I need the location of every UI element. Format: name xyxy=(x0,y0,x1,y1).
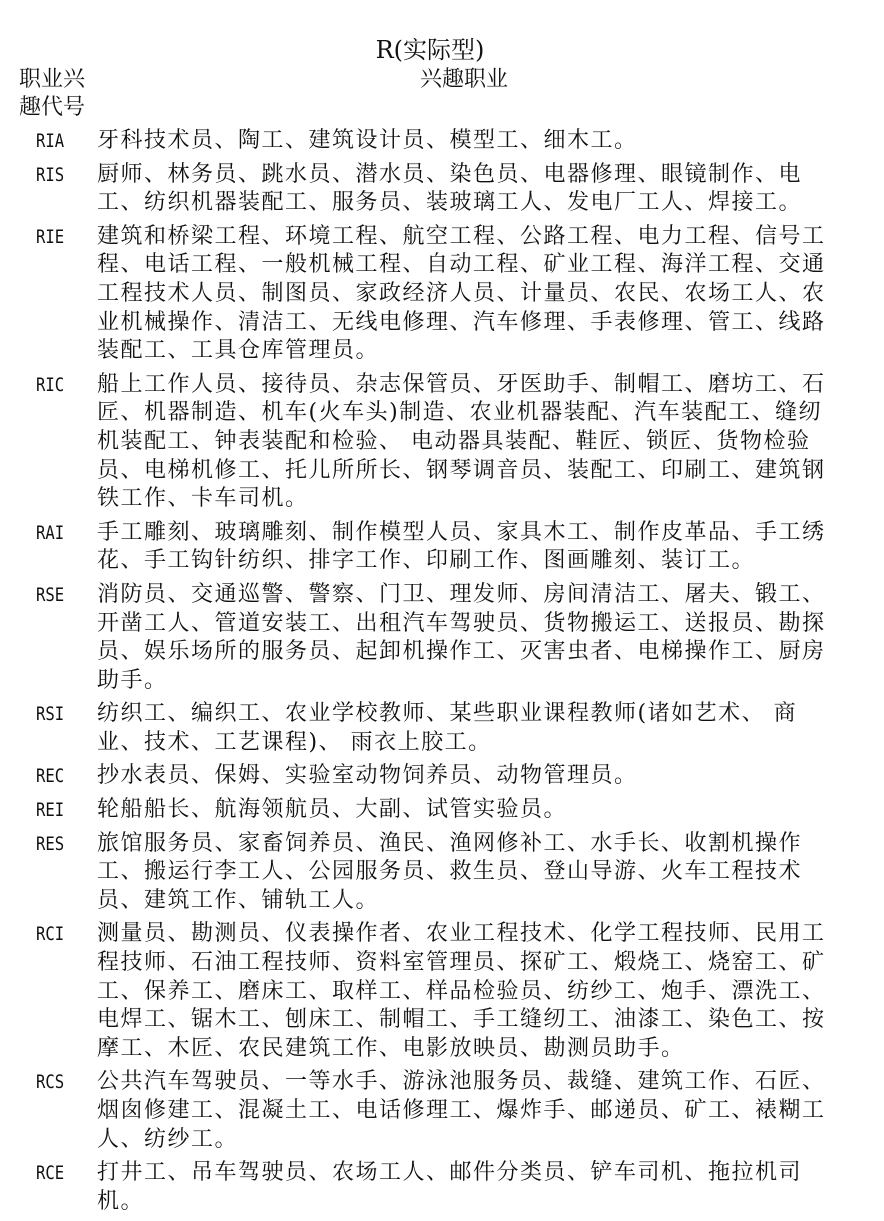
occupation-table xyxy=(0,127,884,1221)
table-row-rai xyxy=(0,519,884,576)
occupation-list xyxy=(97,581,857,695)
table-row-rce xyxy=(0,1159,884,1216)
interest-code: RIS xyxy=(36,163,65,186)
occupation-list xyxy=(97,161,857,218)
text-line: 工、搬运行李工人、公园服务员、救生员、登山导游、火车工程技术 xyxy=(97,859,803,885)
text-line: 工、保养工、磨床工、取样工、样品检验员、纺纱工、炮手、漂洗工、 xyxy=(97,978,826,1004)
table-row-res xyxy=(0,830,884,916)
interest-code: RCI xyxy=(36,923,65,946)
text-line: 打井工、吊车驾驶员、农场工人、邮件分类员、铲车司机、拖拉机司 xyxy=(97,1160,803,1186)
table-row-ris xyxy=(0,161,884,218)
interest-code: RIA xyxy=(36,130,65,152)
text-line: 消防员、交通巡警、警察、门卫、理发师、房间清洁工、屠夫、锻工、 xyxy=(97,581,826,607)
occupation-list xyxy=(97,830,857,916)
table-row-ric xyxy=(0,371,884,514)
interest-code: REC xyxy=(36,765,65,788)
occupation-list xyxy=(97,223,857,366)
text-line: 工程技术人员、制图员、家政经济人员、计量员、农民、农场工人、农 xyxy=(97,280,826,306)
occupation-list xyxy=(97,762,857,791)
interest-code: RIE xyxy=(36,225,65,248)
occupation-list xyxy=(97,796,857,825)
text-line: 员、娱乐场所的服务员、起卸机操作工、灭害虫者、电梯操作工、厨房 xyxy=(97,639,826,665)
text-line: 匠、机器制造、机车(火车头)制造、农业机器装配、汽车装配工、缝纫 xyxy=(97,400,823,426)
table-row-rec xyxy=(0,762,884,791)
occupation-list xyxy=(97,371,857,514)
table-row-ria xyxy=(0,127,884,156)
interest-code: RCE xyxy=(36,1162,65,1185)
interest-code: RAI xyxy=(36,521,65,544)
column-header-occupations: 兴趣职业 xyxy=(420,67,509,92)
table-row-rse xyxy=(0,581,884,695)
occupation-list xyxy=(97,920,857,1063)
text-line: 纺织工、编织工、农业学校教师、某些职业课程教师(诸如艺术、 商 xyxy=(97,701,798,727)
text-line: 业、技术、工艺课程)、 雨衣上胶工。 xyxy=(97,729,492,755)
column-header-interest-code-line-2: 趣代号 xyxy=(19,95,86,120)
text-line: 程技师、石油工程技师、资料室管理员、探矿工、煅烧工、烧窑工、矿 xyxy=(97,950,826,976)
interest-code: REI xyxy=(36,799,65,822)
text-line: 摩工、木匠、农民建筑工作、电影放映员、勘测员助手。 xyxy=(97,1035,685,1061)
text-line: 机装配工、钟表装配和检验、 电动器具装配、鞋匠、锁匠、货物检验 xyxy=(97,428,811,454)
text-line: 花、手工钩针纺织、排字工作、印刷工作、图画雕刻、装订工。 xyxy=(97,548,756,574)
occupation-list xyxy=(97,700,857,757)
table-row-rei xyxy=(0,796,884,825)
table-row-rci xyxy=(0,920,884,1063)
text-line: 铁工作、卡车司机。 xyxy=(97,486,309,512)
text-line: 助手。 xyxy=(97,667,168,693)
table-row-rsi xyxy=(0,700,884,757)
text-line: 船上工作人员、接待员、杂志保管员、牙医助手、制帽工、磨坊工、石 xyxy=(97,371,826,397)
text-line: 公共汽车驾驶员、一等水手、游泳池服务员、裁缝、建筑工作、石匠、 xyxy=(97,1069,826,1095)
text-line: 电焊工、锯木工、刨床工、制帽工、手工缝纫工、油漆工、染色工、按 xyxy=(97,1007,826,1033)
text-line: 厨师、林务员、跳水员、潜水员、染色员、电器修理、眼镜制作、电 xyxy=(97,161,803,187)
text-line: 机。 xyxy=(97,1188,145,1214)
interest-code: RES xyxy=(36,832,65,855)
document-title: R(实际型) xyxy=(375,36,485,64)
text-line: 人、纺纱工。 xyxy=(97,1126,239,1152)
interest-code: RSI xyxy=(36,703,65,726)
table-row-rcs xyxy=(0,1068,884,1154)
text-line: 牙科技术员、陶工、建筑设计员、模型工、细木工。 xyxy=(97,128,638,153)
text-line: 旅馆服务员、家畜饲养员、渔民、渔网修补工、水手长、收割机操作 xyxy=(97,830,803,856)
text-line: 烟囱修建工、混凝土工、电话修理工、爆炸手、邮递员、矿工、裱糊工 xyxy=(97,1098,826,1123)
text-line: 装配工、工具仓库管理员。 xyxy=(97,338,380,364)
occupation-list xyxy=(97,127,857,156)
occupation-list xyxy=(97,519,857,576)
text-line: 抄水表员、保姆、实验室动物饲养员、动物管理员。 xyxy=(97,763,638,789)
text-line: 测量员、勘测员、仪表操作者、农业工程技术、化学工程技师、民用工 xyxy=(97,921,826,947)
text-line: 轮船船长、航海领航员、大副、试管实验员。 xyxy=(97,797,568,823)
text-line: 员、电梯机修工、托儿所所长、钢琴调音员、装配工、印刷工、建筑钢 xyxy=(97,457,826,483)
interest-code: RIC xyxy=(36,373,65,396)
column-header-interest-code xyxy=(19,66,99,122)
text-line: 程、电话工程、一般机械工程、自动工程、矿业工程、海洋工程、交通 xyxy=(97,252,826,278)
text-line: 员、建筑工作、铺轨工人。 xyxy=(97,887,380,913)
text-line: 业机械操作、清洁工、无线电修理、汽车修理、手表修理、管工、线路 xyxy=(97,309,826,335)
text-line: 手工雕刻、玻璃雕刻、制作模型人员、家具木工、制作皮革品、手工绣 xyxy=(97,519,826,545)
table-row-rie xyxy=(0,223,884,366)
interest-code: RSE xyxy=(36,583,65,606)
text-line: 开凿工人、管道安装工、出租汽车驾驶员、货物搬运工、送报员、勘探 xyxy=(97,610,826,636)
occupation-list xyxy=(97,1159,857,1216)
occupation-list xyxy=(97,1068,857,1154)
text-line: 建筑和桥梁工程、环境工程、航空工程、公路工程、电力工程、信号工 xyxy=(97,223,826,249)
interest-code: RCS xyxy=(36,1071,65,1094)
column-header-interest-code-line-1: 职业兴 xyxy=(19,67,86,92)
text-line: 工、纺织机器装配工、服务员、装玻璃工人、发电厂工人、焊接工。 xyxy=(97,190,803,216)
